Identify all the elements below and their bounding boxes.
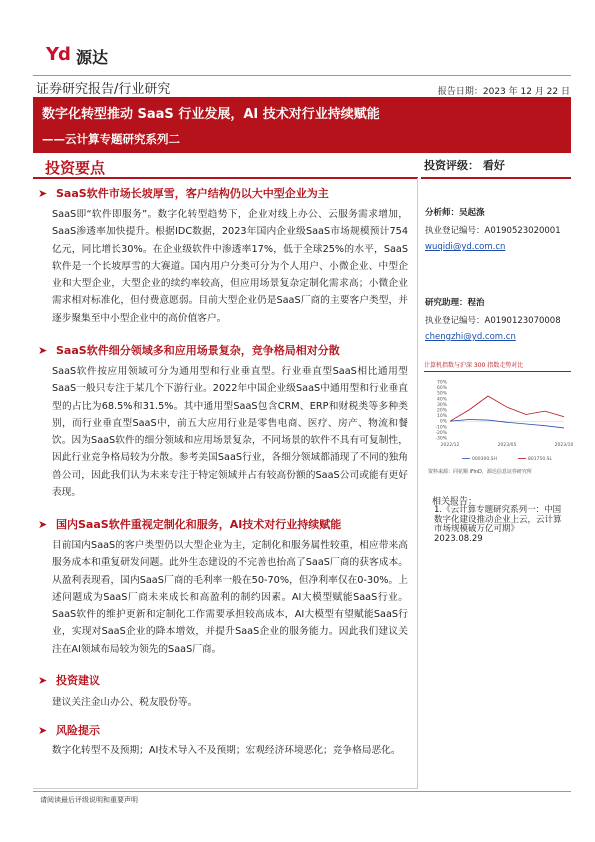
assistant-license: 执业登记编号：A0190123070008 <box>425 316 561 326</box>
section-heading: 投资要点 <box>45 159 106 177</box>
bullet-body-4: 建议关注金山办公、税友股份等。 <box>52 697 198 708</box>
x-tick-label: 2022/12 <box>440 443 460 448</box>
chart-title: 计算机指数与沪深 300 指数走势对比 <box>424 362 524 369</box>
company-logo <box>46 45 166 65</box>
y-tick-label: 10% <box>436 414 447 420</box>
analyst-license: 执业登记编号：A0190523020001 <box>425 226 561 236</box>
report-series: ——云计算专题研究系列二 <box>42 132 180 146</box>
footer-note: 请阅读最后评级说明和重要声明 <box>40 796 138 804</box>
investment-rating: 投资评级： 看好 <box>424 159 505 172</box>
related-reports-heading: 相关报告： <box>432 497 478 507</box>
chart-title-rule <box>424 371 571 372</box>
footer-divider <box>33 791 571 792</box>
y-tick-label: 0% <box>439 419 447 425</box>
y-tick-label: 60% <box>436 386 447 392</box>
series-line-801750.SL <box>450 396 564 421</box>
bullet-body-5: 数字化转型不及预期；AI技术导入不及预期；宏观经济环境恶化；竞争格局恶化。 <box>52 745 401 756</box>
arrow-icon: ➤ <box>38 344 48 357</box>
analyst-email[interactable]: wuqidi@yd.com.cn <box>425 242 506 252</box>
assistant-email[interactable]: chengzhi@yd.com.cn <box>425 332 516 342</box>
y-tick-label: 30% <box>436 402 447 408</box>
x-tick-label: 2023/10 <box>554 443 574 448</box>
bullet-heading-5: ➤ 风险提示 <box>38 724 100 737</box>
related-report-item[interactable]: 1.《云计算专题研究系列一：中国数字化建设推动企业上云，云计算市场规模破万亿可期》 2023.08.29 <box>434 505 562 544</box>
legend-label: 801750.SL <box>528 457 552 462</box>
index-comparison-chart <box>424 376 574 466</box>
bullet-heading-4: ➤ 投资建议 <box>38 674 100 687</box>
bullet-heading-2: ➤ SaaS软件细分领域多和应用场景复杂，竞争格局相对分散 <box>38 344 340 357</box>
y-tick-label: 40% <box>436 397 447 403</box>
x-tick-label: 2023/05 <box>497 443 517 448</box>
y-tick-label: 70% <box>436 380 447 386</box>
arrow-icon: ➤ <box>38 674 48 687</box>
report-title: 数字化转型推动 SaaS 行业发展，AI 技术对行业持续赋能 <box>42 107 380 122</box>
logo-name: 源达 <box>76 48 109 67</box>
y-tick-label: 20% <box>436 408 447 414</box>
chart-source: 资料来源：同花顺 iFinD，源达信息证券研究所 <box>428 469 532 475</box>
analyst-name: 分析师：吴起涤 <box>425 208 485 218</box>
bullet-body-2: SaaS软件按应用领域可分为通用型和行业垂直型。行业垂直型SaaS相比通用型SaaS一般只专注于某几个下游行业。2022年中国企业级SaaS中通用型和行业垂直型的占比为68.5%和31.5%。其中通用型SaaS包含CRM、ERP和财税类等多种类别，而行业垂直型SaaS中，前五大应用行业是零售电商、医疗、房产、物流和餐饮。因为SaaS软件的细分领域和应用场景复杂，不同场景的软件不具有可复制性，因此行业竞争格局较为分散。参考美国SaaS行业，各细分领域都涌现了不同的独角兽公司，因此我们认为未来专注于特定领域并占有较高份额的SaaS公司或能有更好表现。 <box>52 366 408 499</box>
y-tick-label: 50% <box>436 391 447 397</box>
legend-label: 000300.SH <box>472 457 497 462</box>
y-tick-label: -20% <box>435 430 447 436</box>
logo-mark: Yd <box>46 44 70 65</box>
y-tick-label: -10% <box>435 425 447 431</box>
assistant-name: 研究助理：程治 <box>425 298 485 308</box>
bullet-body-3: 目前国内SaaS的客户类型仍以大型企业为主，定制化和服务属性较重，相应带来高服务成本和重复研发问题。此外生态建设的不完善也抬高了SaaS厂商的获客成本。从盈利表现看，国内SaaS厂商的毛利率一般在50-70%，但净利率仅在0-30%。上述问题成为SaaS厂商未来成长和高盈利的制约因素。AI大模型赋能SaaS行业。SaaS软件的维护更新和定制化工作需要承担较高成本，AI大模型有望赋能SaaS行业，实现对SaaS企业的降本增效，并提升SaaS企业的服务能力。因此我们建议关注在AI领域布局较为领先的SaaS厂商。 <box>52 540 408 655</box>
report-date: 报告日期：2023 年 12 月 22 日 <box>437 87 570 97</box>
bullet-heading-1: ➤ SaaS软件市场长坡厚雪，客户结构仍以大中型企业为主 <box>38 187 329 200</box>
arrow-icon: ➤ <box>38 518 48 531</box>
header-divider <box>33 75 571 76</box>
arrow-icon: ➤ <box>38 187 48 200</box>
report-type: 证券研究报告/行业研究 <box>36 82 171 97</box>
bullet-heading-3: ➤ 国内SaaS软件重视定制化和服务，AI技术对行业持续赋能 <box>38 518 342 531</box>
bullet-body-1: SaaS即“软件即服务”。数字化转型趋势下，企业对线上办公、云服务需求增加，SaaS渗透率加快提升。根据IDC数据，2023年国内企业级SaaS市场规模预计754亿元，同比增长30%。在企业级软件中渗透率17%，低于全球25%的水平，SaaS软件是一个长坡厚雪的大赛道。国内用户分类可分为个人用户、小微企业、中型企业和大型企业，大型企业的续约率较高，但应用场景复杂定制化需求高；小微企业需求相对标准化，但付费意愿弱。目前大型企业仍是SaaS厂商的主要客户类型，并逐步聚集至中小型企业中的高价值客户。 <box>52 209 408 324</box>
arrow-icon: ➤ <box>38 724 48 737</box>
rating-underline <box>421 177 571 179</box>
series-line-000300.SH <box>450 420 564 428</box>
y-tick-label: -30% <box>435 436 447 442</box>
